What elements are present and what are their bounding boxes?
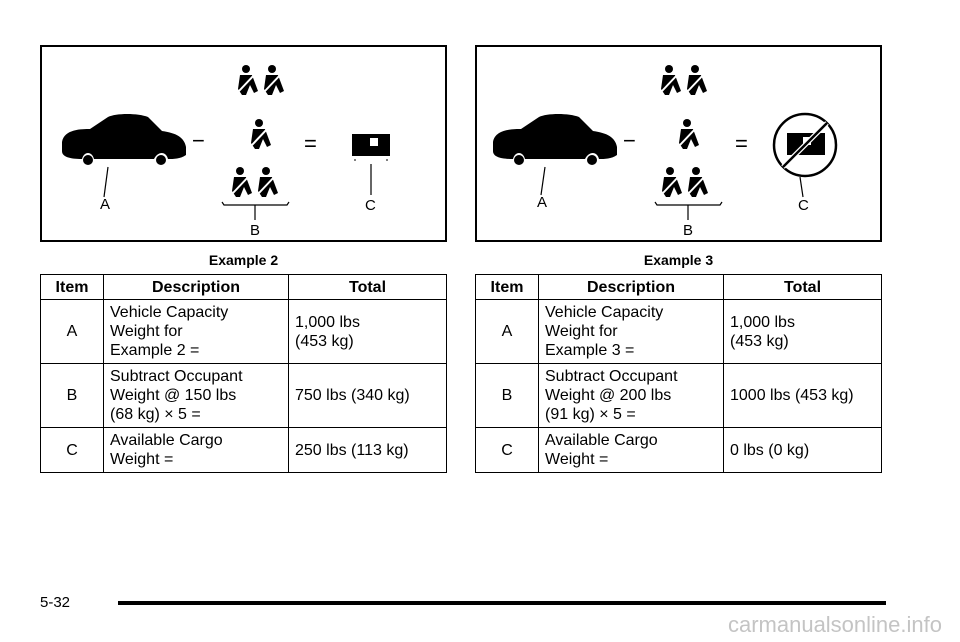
occupant-icon [251, 119, 271, 149]
example-3-diagram [477, 47, 880, 240]
total-line: 250 lbs (113 kg) [295, 441, 409, 459]
description-line: Example 2 = [110, 342, 200, 359]
total-line: 1,000 lbs [295, 313, 360, 331]
description-cell [539, 428, 724, 473]
table-row [41, 428, 447, 473]
minus-sign: − [192, 128, 205, 153]
total-cell [289, 364, 447, 428]
item-cell: B [476, 364, 539, 428]
example-2-caption: Example 2 [208, 252, 279, 268]
description-cell [539, 364, 724, 428]
total-cell [724, 364, 882, 428]
header-item: Item [476, 275, 539, 300]
label-c: C [365, 197, 376, 214]
table-row [476, 300, 882, 364]
description-line: Vehicle Capacity [545, 304, 664, 321]
description-line: Available Cargo [110, 432, 223, 449]
occupant-icon [258, 167, 278, 197]
description-line: Subtract Occupant [545, 368, 678, 385]
item-cell: C [476, 428, 539, 473]
label-a: A [537, 194, 548, 211]
car-icon [62, 114, 186, 165]
description-line: Example 3 = [545, 342, 635, 359]
header-description: Description [104, 275, 289, 300]
example-2-figure [40, 45, 447, 242]
description-line: Weight @ 150 lbs [110, 387, 237, 404]
example-3-figure [475, 45, 882, 242]
description-line: Weight = [110, 451, 174, 468]
header-total: Total [289, 275, 447, 300]
description-cell [104, 364, 289, 428]
description-line: Weight @ 200 lbs [545, 387, 672, 404]
table-row [41, 364, 447, 428]
table-row [476, 428, 882, 473]
occupant-icon [232, 167, 252, 197]
total-line: (453 kg) [295, 332, 354, 350]
description-line: Weight for [545, 323, 618, 340]
header-total: Total [724, 275, 882, 300]
watermark: carmanualsonline.info [727, 612, 942, 637]
description-cell [539, 300, 724, 364]
description-line: (68 kg) × 5 = [110, 406, 201, 423]
item-cell: A [41, 300, 104, 364]
occupant-icon [688, 167, 708, 197]
example-3-table [475, 274, 882, 473]
total-cell [724, 300, 882, 364]
total-line: (453 kg) [730, 332, 789, 350]
total-line: 1,000 lbs [730, 313, 795, 331]
total-cell [289, 428, 447, 473]
total-cell [724, 428, 882, 473]
car-icon [493, 114, 617, 165]
label-c: C [798, 197, 809, 214]
example-3-caption: Example 3 [643, 252, 714, 268]
occupant-icon [679, 119, 699, 149]
occupant-icon [687, 65, 707, 95]
example-2-diagram [42, 47, 445, 240]
occupant-icon [661, 65, 681, 95]
footer-rule [118, 601, 886, 605]
equals-sign: = [735, 131, 748, 156]
total-line: 750 lbs (340 kg) [295, 387, 410, 404]
table-row [41, 300, 447, 364]
total-line: 1000 lbs (453 kg) [730, 387, 854, 404]
label-a: A [100, 196, 111, 213]
occupant-icon [662, 167, 682, 197]
equals-sign: = [304, 131, 317, 156]
description-line: Available Cargo [545, 432, 658, 449]
example-3-column [475, 45, 882, 473]
description-cell [104, 300, 289, 364]
no-cargo-icon [774, 114, 836, 176]
description-line: Weight for [110, 323, 183, 340]
header-item: Item [41, 275, 104, 300]
total-cell [289, 300, 447, 364]
table-header-row [41, 275, 447, 300]
cargo-icon [352, 134, 390, 161]
description-cell [104, 428, 289, 473]
description-line: Subtract Occupant [110, 368, 243, 385]
minus-sign: − [623, 128, 636, 153]
label-b: B [683, 222, 694, 239]
total-line: 0 lbs (0 kg) [730, 441, 810, 459]
example-2-column [40, 45, 447, 473]
table-row [476, 364, 882, 428]
example-2-table [40, 274, 447, 473]
description-line: (91 kg) × 5 = [545, 406, 636, 423]
label-b: B [250, 222, 261, 239]
occupant-icon [238, 65, 258, 95]
occupant-icon [264, 65, 284, 95]
description-line: Weight = [545, 451, 609, 468]
description-line: Vehicle Capacity [110, 304, 229, 321]
table-header-row [476, 275, 882, 300]
header-description: Description [539, 275, 724, 300]
item-cell: C [41, 428, 104, 473]
item-cell: A [476, 300, 539, 364]
page-number: 5-32 [40, 594, 71, 611]
item-cell: B [41, 364, 104, 428]
